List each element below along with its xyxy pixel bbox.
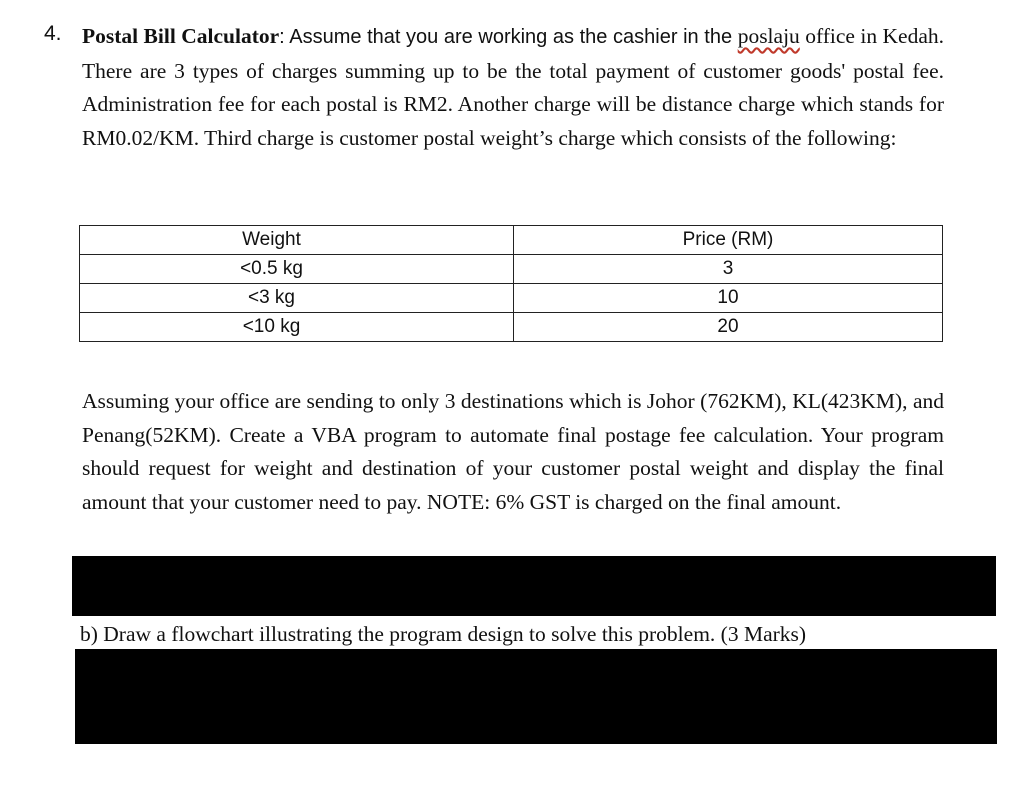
cell-weight: <0.5 kg — [80, 255, 514, 284]
question-number: 4. — [44, 22, 62, 45]
question-lead-text: : Assume that you are working as the cashier in the — [279, 26, 738, 48]
part-b-question: b) Draw a flowchart illustrating the program design to solve this problem. (3 Marks) — [80, 622, 807, 646]
redaction-block — [72, 556, 996, 616]
redaction-block — [75, 649, 997, 744]
question-title: Postal Bill Calculator — [82, 24, 280, 48]
weight-price-table — [79, 225, 943, 342]
cell-weight: <3 kg — [80, 284, 514, 313]
cell-weight: <10 kg — [80, 313, 514, 342]
cell-price: 10 — [514, 284, 943, 313]
table-row — [80, 255, 943, 284]
spellcheck-marked-word: poslaju — [737, 24, 800, 48]
header-weight: Weight — [80, 226, 514, 255]
header-price: Price (RM) — [514, 226, 943, 255]
table-row — [80, 284, 943, 313]
table-row — [80, 313, 943, 342]
question-task-paragraph: Assuming your office are sending to only 3 destinations which is Johor (762KM), KL(423KM), and Penang(52KM). Create a VBA program to automate final postage fee calculation. Your program should request for weight and destination of your customer postal weight and display the final amount that your customer need to pay. NOTE: 6% GST is charged on the final amount. — [82, 389, 944, 514]
question-body-text: office in Kedah. There are 3 types of charges summing up to be the total payment of customer goods' postal fee. Administration fee for each postal is RM2. Another charge will be distance charge which stands for RM0.02/KM. Third charge is customer postal weight’s charge which consists of the following: — [82, 24, 945, 150]
cell-price: 3 — [514, 255, 943, 284]
table-header-row — [80, 226, 943, 255]
cell-price: 20 — [514, 313, 943, 342]
question-intro-paragraph — [82, 20, 944, 155]
